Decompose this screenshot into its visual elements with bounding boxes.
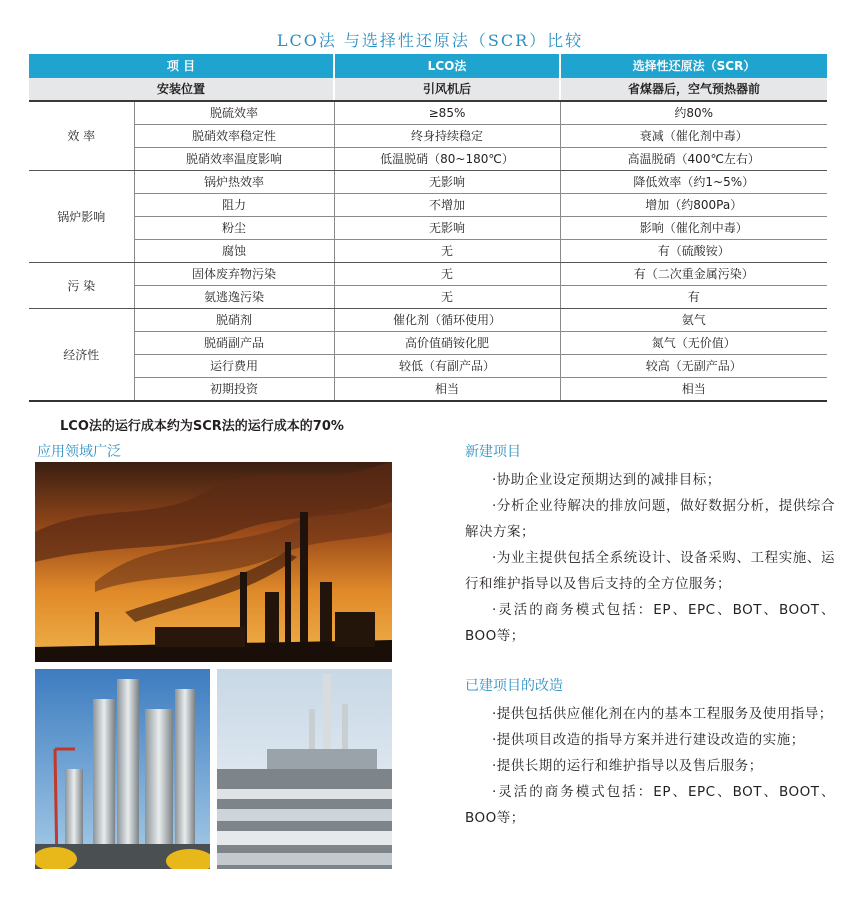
attribute-cell: 阻力 [134,194,334,217]
table-row [29,194,827,217]
attribute-cell: 运行费用 [134,355,334,378]
scr-cell: 有 [560,286,827,309]
scr-cell: 较高（无副产品） [560,355,827,378]
scr-cell: 影响（催化剂中毒） [560,217,827,240]
table-row-install [29,78,827,101]
table-row [29,355,827,378]
cost-note: LCO法的运行成本约为SCR法的运行成本的70% [60,419,344,434]
install-scr: 省煤器后，空气预热器前 [560,78,827,101]
install-lco: 引风机后 [334,78,560,101]
retrofit-projects-heading: 已建项目的改造 [465,678,563,694]
table-row [29,378,827,402]
scr-cell: 约80% [560,101,827,125]
scr-cell: 氨气 [560,309,827,332]
retrofit-item: ·提供包括供应催化剂在内的基本工程服务及使用指导； [492,706,833,722]
lco-cell: 无 [334,263,560,286]
category-cell: 经济性 [29,309,134,402]
lco-cell: 低温脱硝（80~180℃） [334,148,560,171]
new-projects-section [465,439,835,649]
lco-cell: 较低（有副产品） [334,355,560,378]
attribute-cell: 腐蚀 [134,240,334,263]
application-heading: 应用领域广泛 [37,444,121,460]
attribute-cell: 锅炉热效率 [134,171,334,194]
lco-cell: 不增加 [334,194,560,217]
category-cell: 效 率 [29,101,134,171]
table-row [29,148,827,171]
header-item: 项 目 [29,54,334,78]
lco-cell: 高价值硝铵化肥 [334,332,560,355]
category-cell: 污 染 [29,263,134,309]
scr-cell: 高温脱硝（400℃左右） [560,148,827,171]
table-row [29,217,827,240]
scr-cell: 降低效率（约1~5%） [560,171,827,194]
scr-cell: 增加（约800Pa） [560,194,827,217]
table-header-row [29,54,827,78]
header-scr: 选择性还原法（SCR） [560,54,827,78]
scr-cell: 衰减（催化剂中毒） [560,125,827,148]
industrial-sunset-photo [35,462,392,662]
header-lco: LCO法 [334,54,560,78]
lco-cell: 无 [334,286,560,309]
lco-cell: ≥85% [334,101,560,125]
table-row [29,332,827,355]
category-cell: 锅炉影响 [29,171,134,263]
attribute-cell: 脱硫效率 [134,101,334,125]
retrofit-projects-section [465,673,835,831]
lco-cell: 催化剂（循环使用） [334,309,560,332]
attribute-cell: 初期投资 [134,378,334,402]
new-projects-heading: 新建项目 [465,444,521,460]
table-row [29,263,827,286]
attribute-cell: 固体废弃物污染 [134,263,334,286]
attribute-cell: 脱硝剂 [134,309,334,332]
retrofit-item: ·灵活的商务模式包括：EP、EPC、BOT、BOOT、BOO等； [465,784,835,826]
pipeline-plant-photo [217,669,392,869]
table-row [29,309,827,332]
new-project-item: ·分析企业待解决的排放问题，做好数据分析，提供综合解决方案； [465,498,835,540]
scr-cell: 氮气（无价值） [560,332,827,355]
attribute-cell: 脱硝效率温度影响 [134,148,334,171]
lco-cell: 相当 [334,378,560,402]
lco-cell: 无影响 [334,217,560,240]
retrofit-item: ·提供长期的运行和维护指导以及售后服务； [492,758,763,774]
new-project-item: ·为业主提供包括全系统设计、设备采购、工程实施、运行和维护指导以及售后支持的全方位服务； [465,550,835,592]
page-title: LCO法 与选择性还原法（SCR）比较 [276,31,584,50]
lco-cell: 无影响 [334,171,560,194]
attribute-cell: 粉尘 [134,217,334,240]
table-row [29,171,827,194]
table-row [29,101,827,125]
comparison-table [29,54,827,402]
table-row [29,286,827,309]
lco-cell: 无 [334,240,560,263]
retrofit-item: ·提供项目改造的指导方案并进行建设改造的实施； [492,732,805,748]
distillation-columns-photo [35,669,210,869]
lco-cell: 终身持续稳定 [334,125,560,148]
attribute-cell: 氨逃逸污染 [134,286,334,309]
scr-cell: 有（硫酸铵） [560,240,827,263]
attribute-cell: 脱硝副产品 [134,332,334,355]
table-row [29,240,827,263]
table-row [29,125,827,148]
new-project-item: ·协助企业设定预期达到的减排目标； [492,472,721,488]
attribute-cell: 脱硝效率稳定性 [134,125,334,148]
install-label: 安装位置 [29,78,334,101]
scr-cell: 相当 [560,378,827,402]
scr-cell: 有（二次重金属污染） [560,263,827,286]
new-project-item: ·灵活的商务模式包括：EP、EPC、BOT、BOOT、BOO等； [465,602,835,644]
